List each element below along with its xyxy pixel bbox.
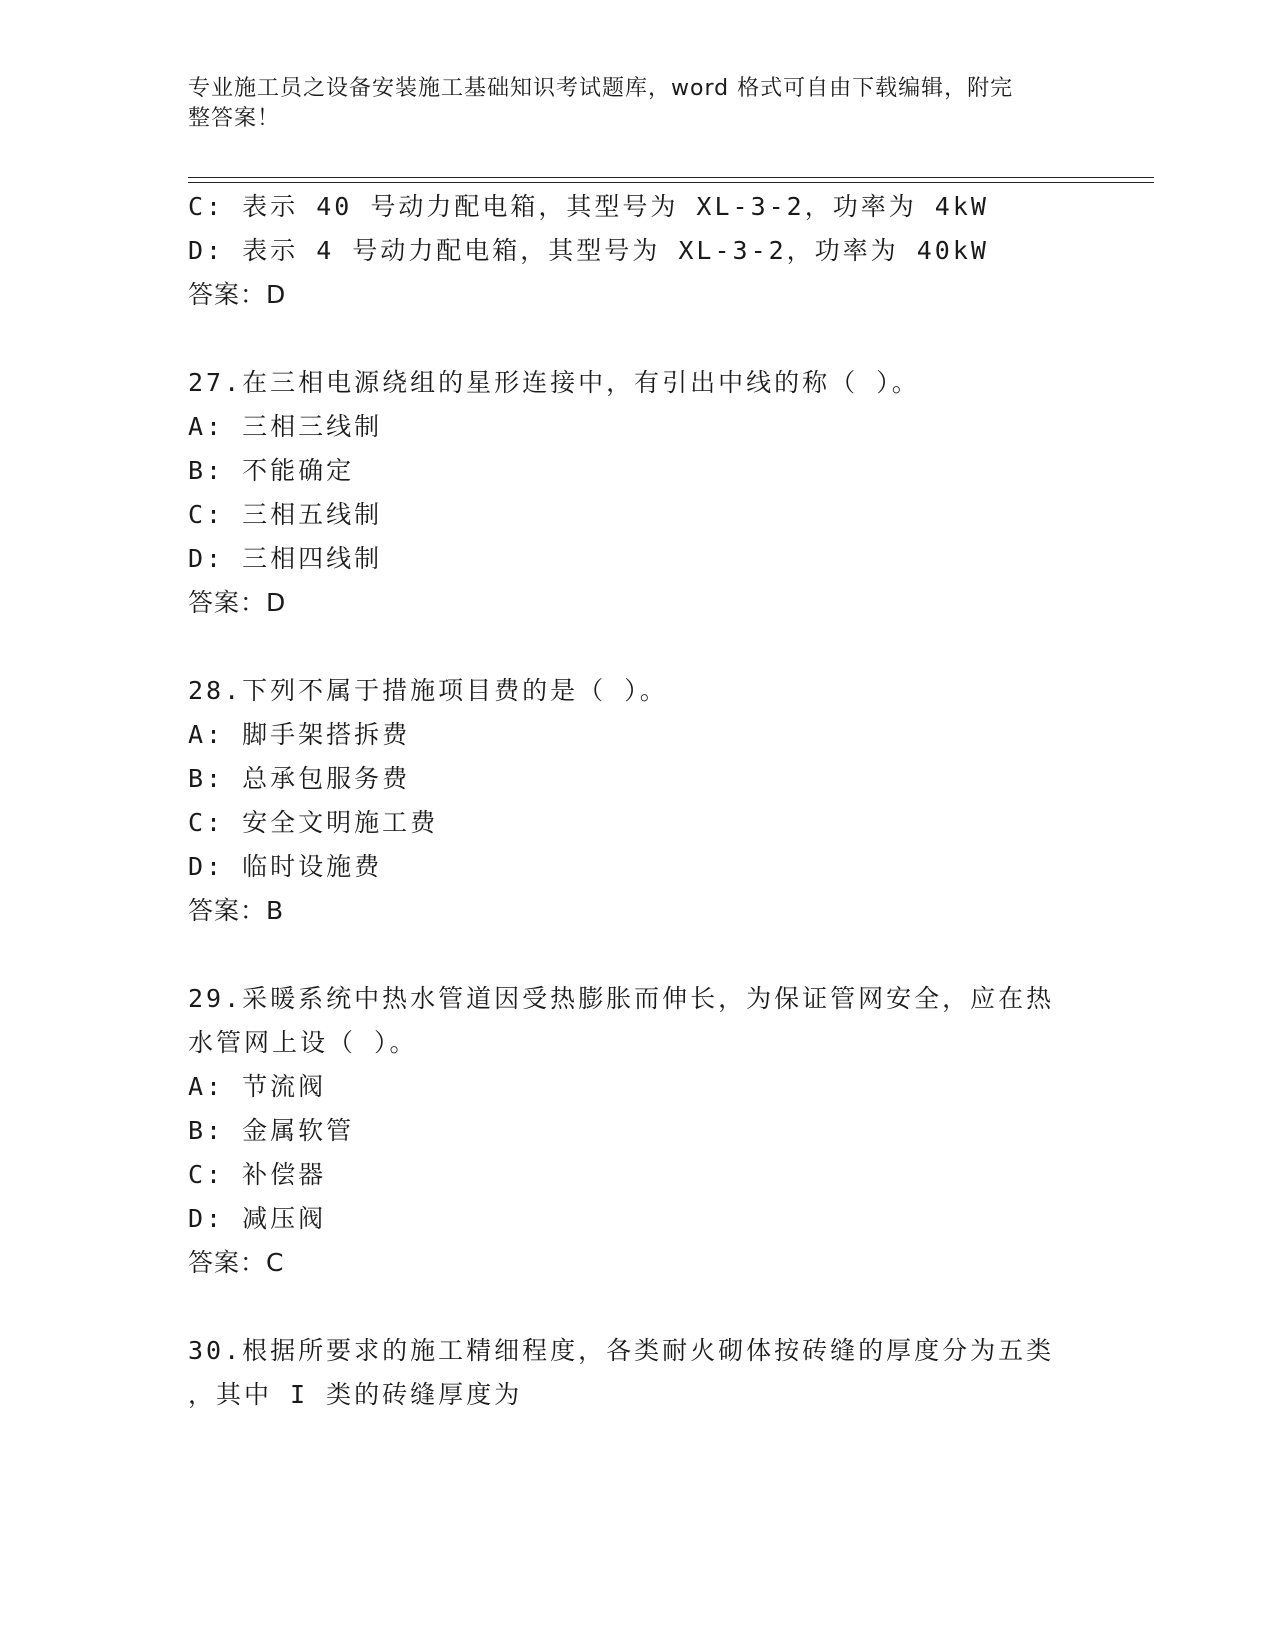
q27-answer: 答案：D <box>188 588 287 617</box>
q27-option-c: C: 三相五线制 <box>188 500 383 529</box>
q28-option-c: C: 安全文明施工费 <box>188 808 439 837</box>
q26-option-c: C: 表示 40 号动力配电箱，其型号为 XL-3-2，功率为 4kW <box>188 192 989 221</box>
document-header <box>188 74 1068 134</box>
q29-option-a: A: 节流阀 <box>188 1072 327 1101</box>
q27-option-d: D: 三相四线制 <box>188 544 383 573</box>
header-divider-top <box>188 177 1154 178</box>
q28-option-d: D: 临时设施费 <box>188 852 383 881</box>
q29-answer: 答案：C <box>188 1248 285 1277</box>
q27-option-b: B: 不能确定 <box>188 456 355 485</box>
header-line-2: 整答案！ <box>188 106 281 131</box>
q26-answer: 答案：D <box>188 280 287 309</box>
q29-option-b: B: 金属软管 <box>188 1116 355 1145</box>
q28-question: 28.下列不属于措施项目费的是（ ）。 <box>188 676 668 705</box>
q26-option-d: D: 表示 4 号动力配电箱，其型号为 XL-3-2，功率为 40kW <box>188 236 989 265</box>
header-line-1: 专业施工员之设备安装施工基础知识考试题库，word 格式可自由下载编辑，附完 <box>188 76 1014 101</box>
q27-option-a: A: 三相三线制 <box>188 412 383 441</box>
q28-option-b: B: 总承包服务费 <box>188 764 411 793</box>
q28-answer: 答案：B <box>188 896 285 925</box>
header-divider-bottom <box>188 182 1154 183</box>
q29-question-line-2: 水管网上设（ ）。 <box>188 1028 418 1057</box>
q29-option-d: D: 减压阀 <box>188 1204 327 1233</box>
q30-question-line-2: ，其中 I 类的砖缝厚度为 <box>188 1380 523 1409</box>
q30-question-line-1: 30.根据所要求的施工精细程度，各类耐火砌体按砖缝的厚度分为五类 <box>188 1336 1055 1365</box>
q27-question: 27.在三相电源绕组的星形连接中，有引出中线的称（ ）。 <box>188 368 920 397</box>
q28-option-a: A: 脚手架搭拆费 <box>188 720 411 749</box>
q29-option-c: C: 补偿器 <box>188 1160 327 1189</box>
q29-question-line-1: 29.采暖系统中热水管道因受热膨胀而伸长，为保证管网安全，应在热 <box>188 984 1055 1013</box>
